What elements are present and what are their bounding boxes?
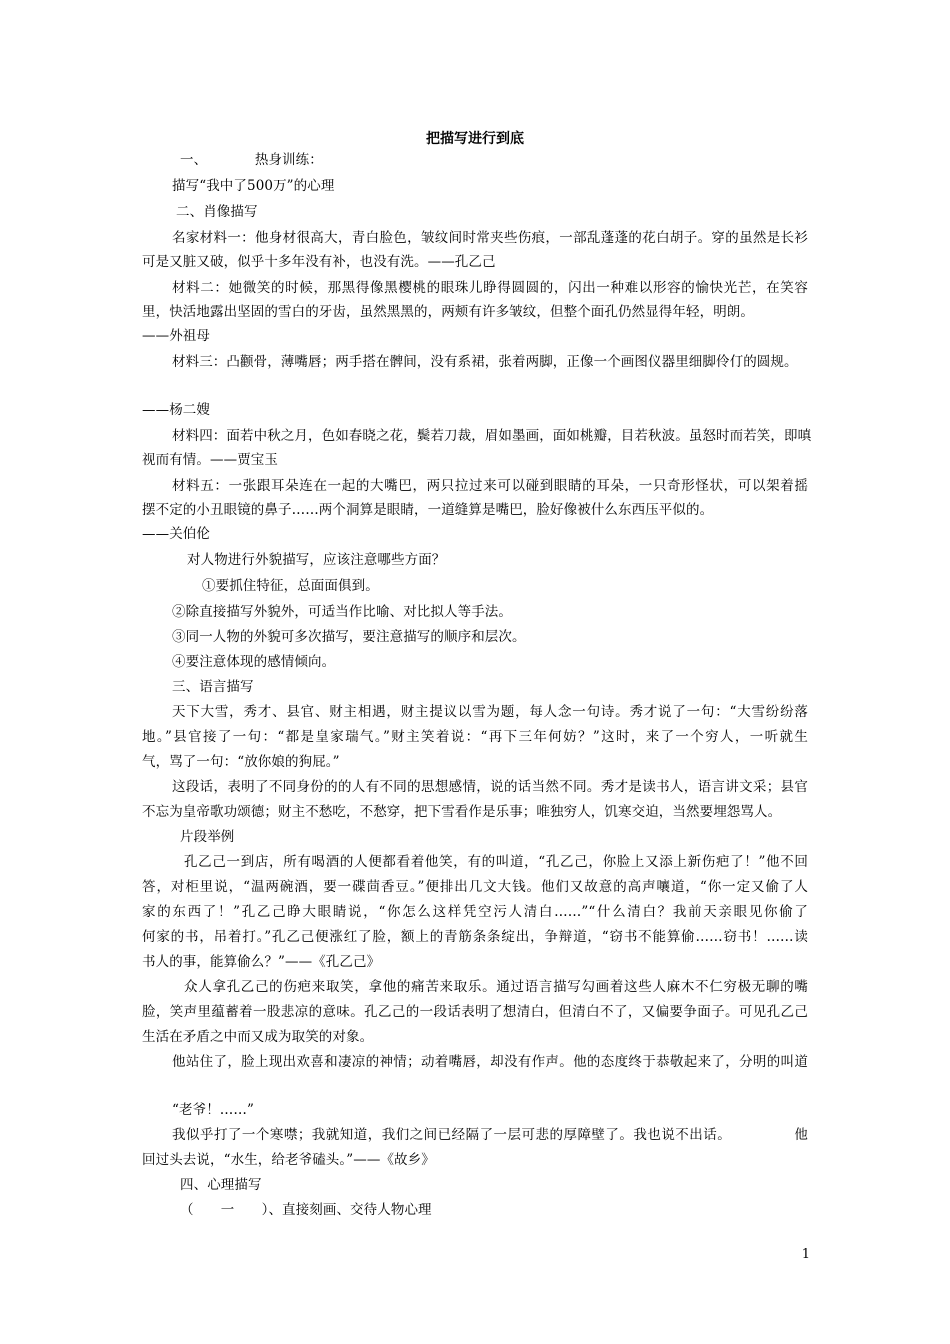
- example-line-5: 书人的事，能算偷么？”——《孔乙己》: [142, 954, 381, 970]
- material-4-line-1: 材料四：面若中秋之月，色如春晓之花，鬓若刀裁，眉如墨画，面如桃瓣，目若秋波。虽怒时而若笑，即嗔: [172, 428, 812, 444]
- hometown-line-1: 他站住了，脸上现出欢喜和凄凉的神情；动着嘴唇，却没有作声。他的态度终于恭敬起来了，分明的叫道: [172, 1054, 808, 1070]
- material-3-line-1: 材料三：凸颧骨，薄嘴唇；两手搭在髀间，没有系裙，张着两脚，正像一个画图仪器里细脚伶仃的圆规。: [172, 354, 798, 370]
- material-5-line-2: 摆不定的小丑眼镜的鼻子……两个洞算是眼睛，一道缝算是嘴巴，脸好像被什么东西压平似的。: [142, 502, 714, 518]
- example-line-2: 答，对柜里说，“温两碗酒，要一碟茴香豆。”便排出几文大钱。他们又故意的高声嚷道，“你一定又偷了人: [142, 879, 808, 895]
- commentary-line-3: 生活在矛盾之中而又成为取笑的对象。: [142, 1029, 374, 1045]
- story-line-2: 地。”县官接了一句：“都是皇家瑞气。”财主笑着说：“再下三年何妨？”这时，来了一个穷人，一听就生: [142, 729, 808, 745]
- document-title: 把描写进行到底: [426, 131, 524, 147]
- example-line-1: 孔乙己一到店，所有喝酒的人便都看着他笑，有的叫道，“孔乙己，你脸上又添上新伤疤了！”他不回: [184, 854, 808, 870]
- story-line-3: 气，骂了一句：“放你娘的狗屁。”: [142, 754, 340, 770]
- example-line-3: 家的东西了！”孔乙己睁大眼睛说，“你怎么这样凭空污人清白……”“什么清白？我前天亲眼见你偷了: [142, 904, 808, 920]
- material-4-line-2: 视而有情。——贾宝玉: [142, 452, 278, 468]
- question-portrait: 对人物进行外貌描写，应该注意哪些方面？: [187, 552, 446, 568]
- analysis-line-1: 这段话，表明了不同身份的的人有不同的思想感情，说的话当然不同。秀才是读书人，语言讲文采；县官: [172, 779, 808, 795]
- material-3-attribution: ——杨二嫂: [142, 402, 210, 418]
- material-1-line-2: 可是又脏又破，似乎十多年没有补，也没有洗。——孔乙己: [142, 254, 496, 270]
- commentary-line-1: 众人拿孔乙己的伤疤来取笑，拿他的痛苦来取乐。通过语言描写勾画着这些人麻木不仁穷极无聊的嘴: [184, 979, 808, 995]
- tip-4: ④要注意体现的感情倾向。: [172, 654, 336, 670]
- tip-2: ②除直接描写外貌外，可适当作比喻、对比拟人等手法。: [172, 604, 512, 620]
- page-number: 1: [801, 1247, 810, 1262]
- section-psychology-heading: 四、心理描写: [180, 1177, 262, 1193]
- material-2-attribution: ——外祖母: [142, 328, 210, 344]
- warmup-prompt: 描写“我中了500万”的心理: [172, 178, 335, 194]
- hometown-quote: “老爷！……”: [172, 1102, 255, 1118]
- example-line-4: 何家的书，吊着打。”孔乙己便涨红了脸，额上的青筋条条绽出，争辩道，“窃书不能算偷……窃书！……读: [142, 929, 808, 945]
- psychology-subheading: （ 一 ）、直接刻画、交待人物心理: [180, 1202, 432, 1218]
- material-2-line-2: 里，快活地露出坚固的雪白的牙齿，虽然黑黑的，两颊有许多皱纹，但整个面孔仍然显得年轻，明朗。: [142, 304, 754, 320]
- tip-3: ③同一人物的外貌可多次描写，要注意描写的顺序和层次。: [172, 629, 526, 645]
- tip-1: ①要抓住特征，总面面俱到。: [202, 578, 379, 594]
- hometown-line-2: 我似乎打了一个寒噤；我就知道，我们之间已经隔了一层可悲的厚障壁了。我也说不出话。 他: [172, 1127, 808, 1143]
- commentary-line-2: 脸，笑声里蕴蓄着一股悲凉的意味。孔乙己的一段话表明了想清白，但清白不了，又偏要争面子。可见孔乙己: [142, 1004, 808, 1020]
- material-5-line-1: 材料五：一张跟耳朵连在一起的大嘴巴，两只拉过来可以碰到眼睛的耳朵，一只奇形怪状，可以架着摇: [172, 478, 808, 494]
- section-portrait-heading: 二、肖像描写: [176, 204, 258, 220]
- material-1-line-1: 名家材料一：他身材很高大，青白脸色，皱纹间时常夹些伤痕，一部乱蓬蓬的花白胡子。穿的虽然是长衫: [172, 230, 808, 246]
- analysis-line-2: 不忘为皇帝歌功颂德；财主不愁吃，不愁穿，把下雪看作是乐事；唯独穷人，饥寒交迫，当然要埋怨骂人。: [142, 804, 782, 820]
- story-line-1: 天下大雪，秀才、县官、财主相遇，财主提议以雪为题，每人念一句诗。秀才说了一句：“大雪纷纷落: [172, 704, 808, 720]
- hometown-line-3: 回过头去说，“水生，给老爷磕头。”——《故乡》: [142, 1152, 435, 1168]
- material-2-line-1: 材料二：她微笑的时候，那黑得像黑樱桃的眼珠儿睁得圆圆的，闪出一种难以形容的愉快光芒，在笑容: [172, 280, 808, 296]
- section-warmup-heading: 一、 热身训练：: [180, 152, 323, 168]
- material-5-attribution: ——关伯伦: [142, 526, 210, 542]
- section-language-heading: 三、语言描写: [172, 679, 254, 695]
- example-heading: 片段举例: [180, 829, 235, 845]
